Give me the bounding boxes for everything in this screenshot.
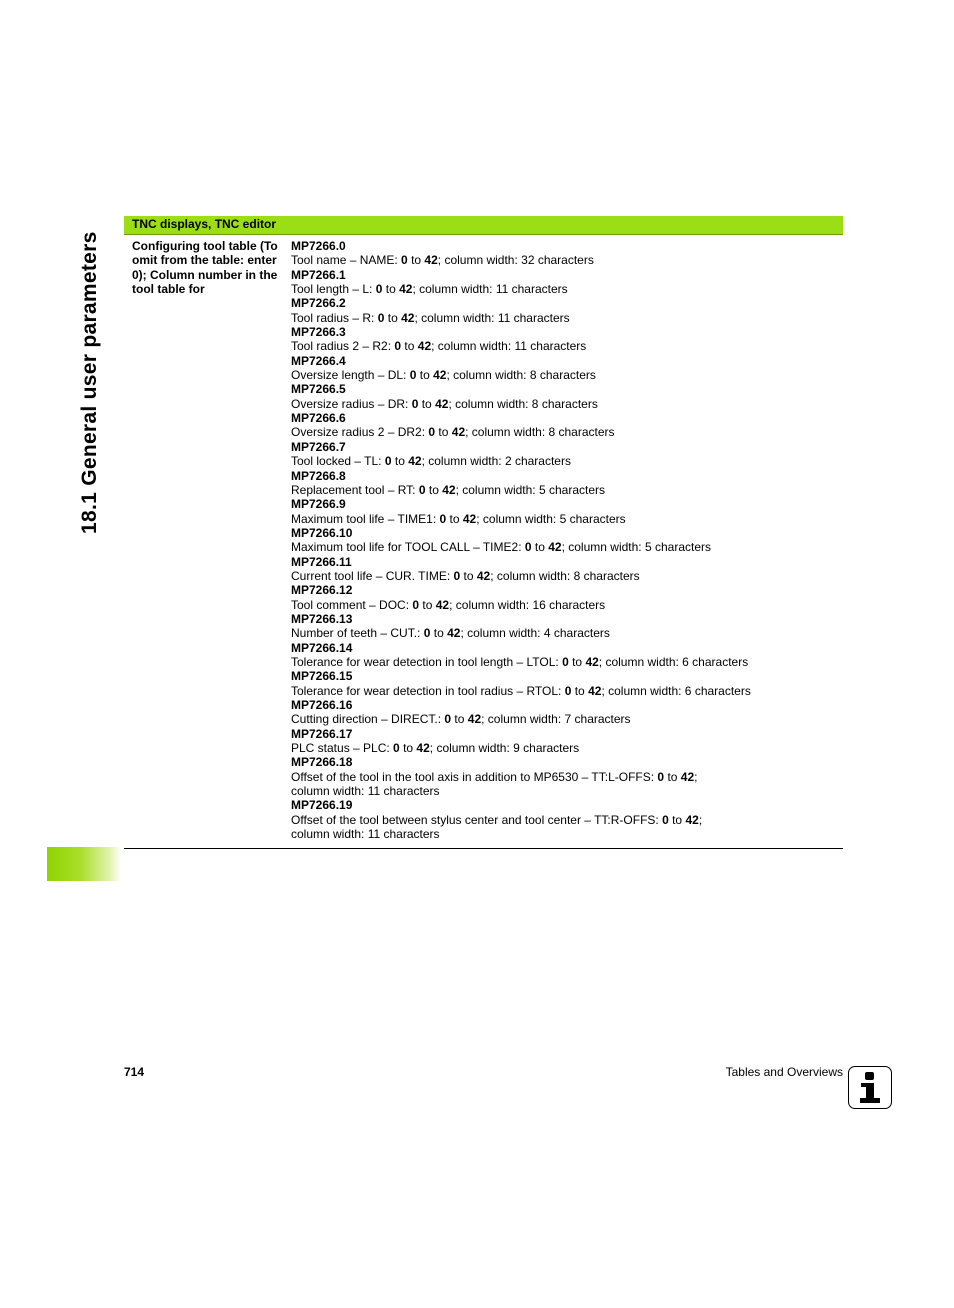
range-min: 0 bbox=[524, 540, 532, 555]
range-max: 42 bbox=[435, 396, 449, 411]
range-separator: to bbox=[401, 339, 418, 354]
range-max: 42 bbox=[433, 368, 447, 383]
parameter-description bbox=[291, 741, 836, 755]
parameter-description bbox=[291, 512, 836, 526]
parameter-description bbox=[291, 712, 836, 726]
range-min: 0 bbox=[412, 597, 420, 612]
range-separator: to bbox=[568, 654, 586, 669]
description-text: Oversize radius – DR: bbox=[291, 396, 412, 411]
parameter-code: MP7266.11 bbox=[291, 554, 352, 569]
parameter-description bbox=[291, 397, 836, 411]
column-width-text: ; column width: 8 characters bbox=[448, 396, 598, 411]
column-width-text: column width: 11 characters bbox=[291, 827, 440, 842]
description-text: Tolerance for wear detection in tool length – LTOL: bbox=[291, 654, 563, 669]
column-width-text: ; column width: 2 characters bbox=[421, 454, 571, 469]
description-text: Offset of the tool in the tool axis in addition to MP6530 – TT:L-OFFS: bbox=[291, 769, 658, 784]
description-text: Tool name – NAME: bbox=[291, 253, 402, 268]
range-min: 0 bbox=[428, 425, 436, 440]
column-width-text: ; column width: 11 characters bbox=[431, 339, 587, 354]
range-separator: to bbox=[425, 482, 443, 497]
range-separator: to bbox=[430, 626, 448, 641]
parameter-description bbox=[291, 368, 836, 382]
parameter-code: MP7266.9 bbox=[291, 497, 346, 512]
range-separator: to bbox=[460, 568, 477, 583]
parameter-code: MP7266.16 bbox=[291, 698, 353, 712]
parameter-description bbox=[291, 425, 836, 439]
parameter-description bbox=[291, 655, 836, 669]
description-text: Maximum tool life – TIME1: bbox=[291, 511, 440, 526]
description-text: Tool length – L: bbox=[291, 282, 376, 297]
range-min: 0 bbox=[377, 310, 385, 325]
column-width-text: ; column width: 7 characters bbox=[481, 712, 631, 727]
range-separator: to bbox=[407, 253, 425, 268]
parameter-entries bbox=[291, 239, 836, 841]
range-max: 42 bbox=[548, 540, 562, 555]
column-width-text: column width: 11 characters bbox=[291, 784, 440, 799]
page-number: 714 bbox=[124, 1065, 145, 1079]
parameter-code: MP7266.18 bbox=[291, 755, 353, 770]
range-max: 42 bbox=[467, 712, 482, 727]
column-width-text: ; column width: 6 characters bbox=[601, 683, 751, 698]
footer-section-title: Tables and Overviews bbox=[725, 1065, 843, 1079]
description-text: Oversize length – DL: bbox=[291, 368, 410, 383]
range-min: 0 bbox=[401, 253, 408, 268]
parameter-description bbox=[291, 626, 836, 640]
description-text: Tool locked – TL: bbox=[291, 454, 385, 469]
range-separator: to bbox=[419, 597, 436, 612]
range-separator: to bbox=[391, 454, 409, 469]
range-min: 0 bbox=[657, 769, 665, 784]
description-text: Tool comment – DOC: bbox=[291, 597, 413, 612]
column-width-text: ; column width: 5 characters bbox=[561, 540, 711, 555]
parameter-description bbox=[291, 813, 836, 827]
parameter-description bbox=[291, 282, 836, 296]
parameter-code: MP7266.3 bbox=[291, 325, 346, 340]
range-min: 0 bbox=[444, 712, 452, 727]
table-body bbox=[124, 235, 843, 849]
parameter-description bbox=[291, 569, 836, 583]
range-max: 42 bbox=[462, 511, 477, 526]
column-width-text: ; column width: 11 characters bbox=[414, 310, 570, 325]
parameter-description bbox=[291, 339, 836, 353]
parameter-code: MP7266.2 bbox=[291, 296, 346, 311]
column-width-text: ; bbox=[694, 769, 698, 784]
parameter-description bbox=[291, 454, 836, 468]
range-min: 0 bbox=[662, 812, 669, 827]
range-separator: to bbox=[418, 396, 436, 411]
parameter-code: MP7266.0 bbox=[291, 239, 346, 253]
description-text: Tool radius 2 – R2: bbox=[291, 339, 395, 354]
range-separator: to bbox=[435, 425, 452, 440]
range-separator: to bbox=[416, 368, 434, 383]
range-max: 42 bbox=[588, 683, 602, 698]
parameter-description bbox=[291, 598, 836, 612]
description-text: Tool radius – R: bbox=[291, 310, 378, 325]
description-text: Tolerance for wear detection in tool radius – RTOL: bbox=[291, 683, 565, 698]
parameter-code: MP7266.13 bbox=[291, 611, 353, 626]
description-text: Oversize radius 2 – DR2: bbox=[291, 425, 429, 440]
parameter-code: MP7266.1 bbox=[291, 267, 346, 282]
range-separator: to bbox=[531, 540, 549, 555]
chapter-tab-marker bbox=[47, 847, 121, 881]
parameter-description bbox=[291, 311, 836, 325]
column-width-text: ; column width: 16 characters bbox=[449, 597, 606, 612]
range-min: 0 bbox=[564, 683, 572, 698]
column-width-text: ; column width: 9 characters bbox=[429, 741, 580, 756]
range-min: 0 bbox=[453, 568, 461, 583]
range-min: 0 bbox=[423, 626, 431, 641]
range-max: 42 bbox=[424, 253, 438, 268]
range-separator: to bbox=[668, 812, 686, 827]
column-width-text: ; bbox=[698, 812, 703, 827]
row-label: Configuring tool table (To omit from the table: enter 0); Column number in the tool table for bbox=[132, 239, 278, 297]
column-width-text: ; column width: 8 characters bbox=[465, 425, 615, 440]
range-separator: to bbox=[384, 310, 402, 325]
parameter-description bbox=[291, 540, 836, 554]
table-header: TNC displays, TNC editor bbox=[124, 216, 843, 235]
range-separator: to bbox=[446, 511, 463, 526]
parameter-code: MP7266.12 bbox=[291, 583, 353, 598]
parameter-description bbox=[291, 483, 836, 497]
parameter-description bbox=[291, 253, 836, 267]
range-min: 0 bbox=[375, 282, 383, 297]
parameter-code: MP7266.10 bbox=[291, 525, 353, 540]
range-max: 42 bbox=[417, 339, 432, 354]
column-width-text: ; column width: 6 characters bbox=[598, 654, 749, 669]
range-min: 0 bbox=[393, 741, 400, 756]
description-text: Maximum tool life for TOOL CALL – TIME2: bbox=[291, 540, 525, 555]
parameter-code: MP7266.6 bbox=[291, 411, 346, 426]
range-max: 42 bbox=[451, 425, 466, 440]
range-min: 0 bbox=[439, 511, 447, 526]
range-min: 0 bbox=[418, 482, 426, 497]
range-max: 42 bbox=[408, 454, 422, 469]
range-min: 0 bbox=[409, 368, 417, 383]
range-separator: to bbox=[382, 282, 400, 297]
parameter-code: MP7266.17 bbox=[291, 726, 353, 741]
range-max: 42 bbox=[476, 568, 491, 583]
parameter-table bbox=[124, 216, 843, 849]
parameter-code: MP7266.15 bbox=[291, 669, 353, 684]
column-width-text: ; column width: 8 characters bbox=[446, 368, 596, 383]
parameter-code: MP7266.5 bbox=[291, 382, 346, 397]
chapter-section-title: 18.1 General user parameters bbox=[78, 231, 101, 534]
parameter-code: MP7266.14 bbox=[291, 640, 353, 655]
info-icon bbox=[848, 1066, 892, 1109]
column-width-text: ; column width: 4 characters bbox=[460, 626, 610, 641]
range-max: 42 bbox=[680, 769, 695, 784]
column-width-text: ; column width: 5 characters bbox=[476, 511, 626, 526]
range-max: 42 bbox=[435, 597, 450, 612]
range-separator: to bbox=[451, 712, 468, 727]
range-max: 42 bbox=[585, 654, 599, 669]
side-title-container bbox=[70, 212, 110, 534]
parameter-code: MP7266.19 bbox=[291, 798, 353, 813]
description-text: Cutting direction – DIRECT.: bbox=[291, 712, 445, 727]
description-text: Current tool life – CUR. TIME: bbox=[291, 568, 454, 583]
description-text: Number of teeth – CUT.: bbox=[291, 626, 424, 641]
column-width-text: ; column width: 5 characters bbox=[455, 482, 605, 497]
range-max: 42 bbox=[399, 282, 413, 297]
range-max: 42 bbox=[685, 812, 699, 827]
description-text: Replacement tool – RT: bbox=[291, 482, 419, 497]
range-min: 0 bbox=[394, 339, 402, 354]
range-separator: to bbox=[399, 741, 417, 756]
range-max: 42 bbox=[401, 310, 415, 325]
range-max: 42 bbox=[447, 626, 461, 641]
column-width-text: ; column width: 32 characters bbox=[437, 253, 594, 268]
parameter-description bbox=[291, 770, 836, 784]
range-min: 0 bbox=[384, 454, 392, 469]
range-max: 42 bbox=[442, 482, 456, 497]
column-width-text: ; column width: 11 characters bbox=[412, 282, 568, 297]
range-separator: to bbox=[664, 769, 681, 784]
column-width-text: ; column width: 8 characters bbox=[490, 568, 640, 583]
range-separator: to bbox=[571, 683, 589, 698]
parameter-description bbox=[291, 684, 836, 698]
parameter-code: MP7266.7 bbox=[291, 439, 346, 454]
range-min: 0 bbox=[411, 396, 419, 411]
range-max: 42 bbox=[416, 741, 430, 756]
description-text: PLC status – PLC: bbox=[291, 741, 394, 756]
parameter-code: MP7266.8 bbox=[291, 468, 346, 483]
range-min: 0 bbox=[562, 654, 569, 669]
parameter-code: MP7266.4 bbox=[291, 353, 346, 368]
description-text: Offset of the tool between stylus center and tool center – TT:R-OFFS: bbox=[291, 812, 663, 827]
